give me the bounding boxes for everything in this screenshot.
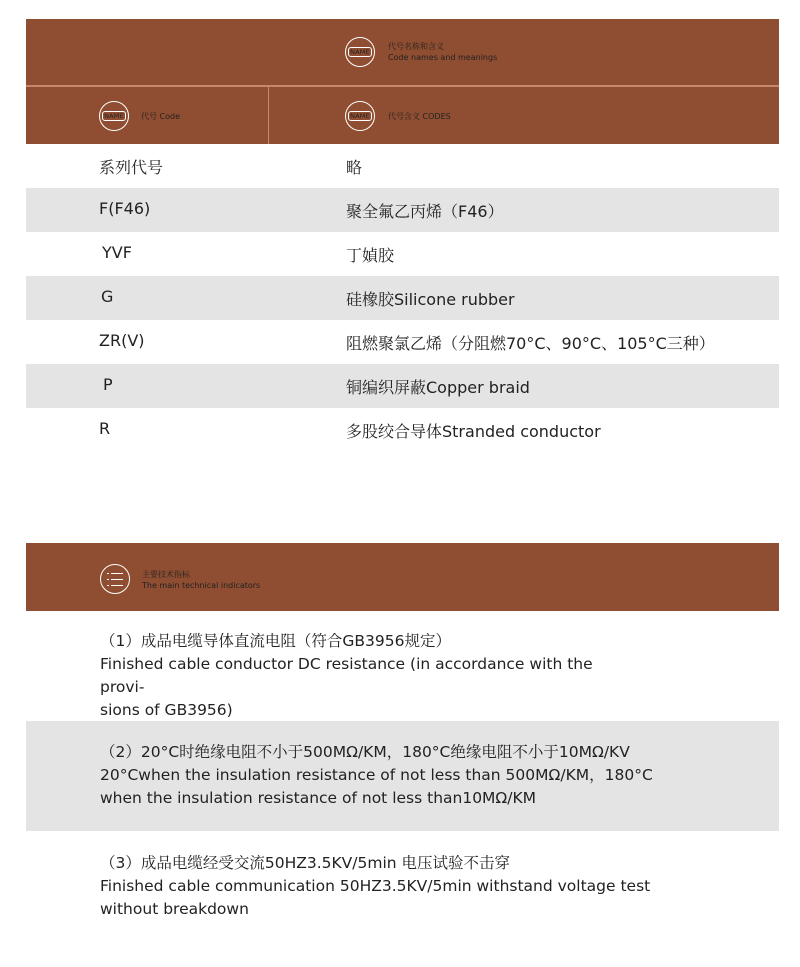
indicator-item [100,852,660,921]
list-icon [100,564,130,594]
indicator-line: Finished cable communication 50HZ3.5KV/5min withstand voltage test [100,877,651,895]
column-divider [268,87,269,144]
table-row [26,188,779,232]
row-code: G [101,287,114,306]
table-row [26,364,779,408]
header-title-zh: 代号名称和含义 [388,42,444,51]
column-header-codes: 代号含义 CODES [388,112,451,121]
table-row [26,232,779,276]
header-title-en: Code names and meanings [388,53,498,62]
indicators-title-en: The main technical indicators [142,581,261,590]
row-meaning: 硅橡胶Silicone rubber [346,290,515,309]
row-code: ZR(V) [99,331,145,350]
row-code: 系列代号 [99,158,164,177]
row-meaning: 丁媜胶 [346,246,395,265]
row-code: YVF [102,243,132,262]
indicators-title-zh: 主要技术指标 [142,570,190,579]
indicator-line: Finished cable conductor DC resistance (in accordance with the provi- [100,655,593,696]
name-badge-icon: NAME [345,37,375,67]
row-meaning: 多股绞合导体Stranded conductor [346,422,601,441]
row-meaning: 阻燃聚氯乙烯（分阻燃70°C、90°C、105°C三种） [346,334,715,353]
row-code: R [99,419,111,438]
name-badge-icon: NAME [345,101,375,131]
row-meaning: 略 [346,158,363,177]
indicator-line: （1）成品电缆导体直流电阻（符合GB3956规定） [100,632,451,650]
table-row [26,320,779,364]
indicator-item [100,630,640,722]
indicator-line: 20°Cwhen the insulation resistance of not less than 500MΩ/KM，180°C [100,766,653,784]
indicator-line: when the insulation resistance of not less than10MΩ/KM [100,789,537,807]
indicator-line: without breakdown [100,900,249,918]
indicator-item [100,741,660,810]
indicator-line: sions of GB3956) [100,701,233,719]
indicator-line: （3）成品电缆经受交流50HZ3.5KV/5min 电压试验不击穿 [100,854,511,872]
row-meaning: 铜编织屏蔽Copper braid [346,378,530,397]
indicators-title-bar [26,543,779,611]
row-code: F(F46) [99,199,151,218]
table-row [26,144,779,188]
table-row [26,408,779,452]
table-row [26,276,779,320]
name-badge-icon: NAME [99,101,129,131]
row-code: P [103,375,113,394]
column-header-code: 代号 Code [141,112,181,121]
row-meaning: 聚全氟乙丙烯（F46） [346,202,504,221]
indicator-line: （2）20°C时绝缘电阻不小于500MΩ/KM，180°C绝缘电阻不小于10MΩ/KV [100,743,630,761]
